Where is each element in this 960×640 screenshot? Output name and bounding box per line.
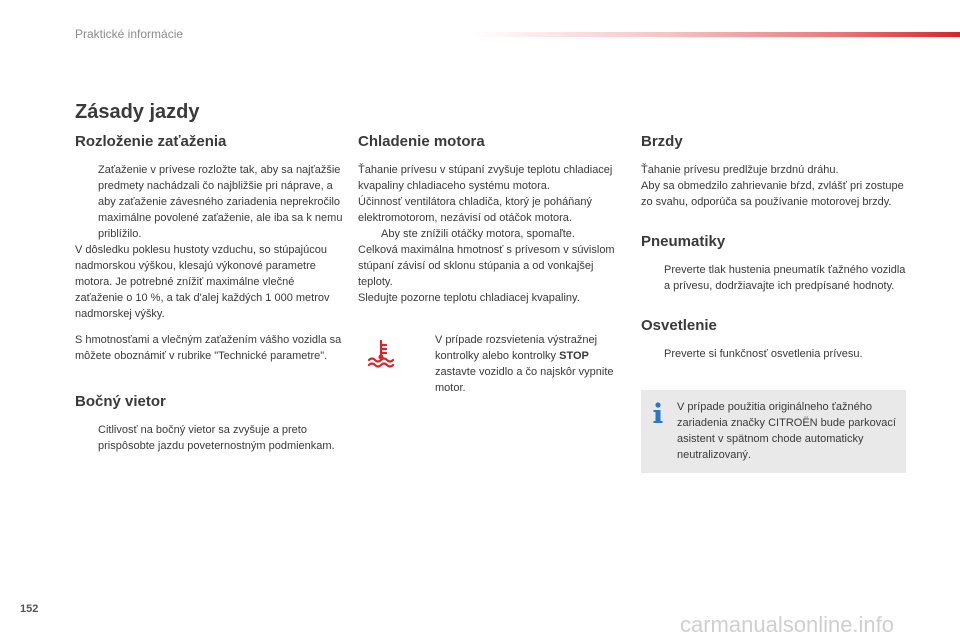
crosswind-bullet-text: Citlivosť na bočný vietor sa zvyšuje a preto prispôsobte jazdu poveternostným podmienkam. [98,424,335,452]
altitude-text: V dôsledku poklesu hustoty vzduchu, so stúpajúcou nadmorskou výškou, klesajú výkonové parametre motora. Je potrebné znížiť maximálne vlečné zaťaženie o 10 %, a tak d'alej každých 1 000 metrov nadmorskej výšky. [75,244,330,320]
cooling-bullet-text: Aby ste znížili otáčky motora, spomaľte. [381,228,575,240]
tyres-bullet [641,262,906,294]
warning-text-part-1: V prípade rozsvietenia výstražnej kontrolky alebo kontrolky [435,334,598,362]
info-text: V prípade použitia originálneho ťažného zariadenia značky CITROËN bude parkovací asistent v spätnom chode automaticky neutralizovaný. [677,401,896,461]
header-accent-bar [470,32,960,37]
crosswind-bullet [75,422,345,454]
coolant-warning [358,332,628,396]
cooling-text-4: Sledujte pozorne teplotu chladiacej kvapaliny. [358,292,580,304]
lighting-heading: Osvetlenie [641,317,717,334]
info-box [641,390,906,473]
cooling-bullet [358,226,628,242]
load-bullet [75,162,345,242]
technical-reference-text: S hmotnosťami a vlečným zaťažením vášho vozidla sa môžete oboznámiť v rubrike "Technické parametre". [75,334,342,362]
coolant-warning-bullet [412,332,628,396]
page-title: Zásady jazdy [75,101,200,123]
brakes-text-2: Aby sa obmedzilo zahrievanie bŕzd, zvlášť pri zostupe zo svahu, odporúča sa používanie motorovej brzdy. [641,180,904,208]
watermark: carmanualsonline.info [680,612,895,637]
coolant-warning-text [435,332,628,396]
warning-text-part-2: zastavte vozidlo a čo najskôr vypnite motor. [435,366,614,394]
cooling-text-2: Účinnosť ventilátora chladiča, ktorý je poháňaný elektromotorom, nezávisí od otáčok motora. [358,196,593,224]
info-icon [651,402,665,424]
tyres-heading: Pneumatiky [641,233,726,250]
stop-label: STOP [559,350,589,362]
lighting-bullet [641,346,906,362]
brakes-heading: Brzdy [641,133,683,150]
column-left [75,132,345,454]
crosswind-heading: Bočný vietor [75,393,166,410]
coolant-temperature-icon [366,338,396,368]
load-bullet-text: Zaťaženie v prívese rozložte tak, aby sa najťažšie predmety nachádzali čo najbližšie pri náprave, a aby zaťaženie závesného zariadenia neprekročilo maximálne povolené zaťaženie, ale iba sa k nemu priblížilo. [98,164,343,240]
engine-cooling-heading: Chladenie motora [358,133,485,150]
column-middle [358,132,628,396]
brakes-text-1: Ťahanie prívesu predlžuje brzdnú dráhu. [641,164,839,176]
column-right [641,132,906,473]
cooling-text-1: Ťahanie prívesu v stúpaní zvyšuje teplotu chladiacej kvapaliny chladiaceho systému motora. [358,164,613,192]
lighting-bullet-text: Preverte si funkčnosť osvetlenia prívesu. [664,348,863,360]
section-title: Praktické informácie [75,27,184,41]
tyres-bullet-text: Preverte tlak hustenia pneumatík ťažného vozidla a prívesu, dodržiavajte ich predpísané hodnoty. [664,264,906,292]
cooling-text-3: Celková maximálna hmotnosť s prívesom v súvislom stúpaní závisí od sklonu stúpania a od vonkajšej teploty. [358,244,615,288]
load-distribution-heading: Rozloženie zaťaženia [75,133,227,150]
page-number: 152 [20,603,39,615]
